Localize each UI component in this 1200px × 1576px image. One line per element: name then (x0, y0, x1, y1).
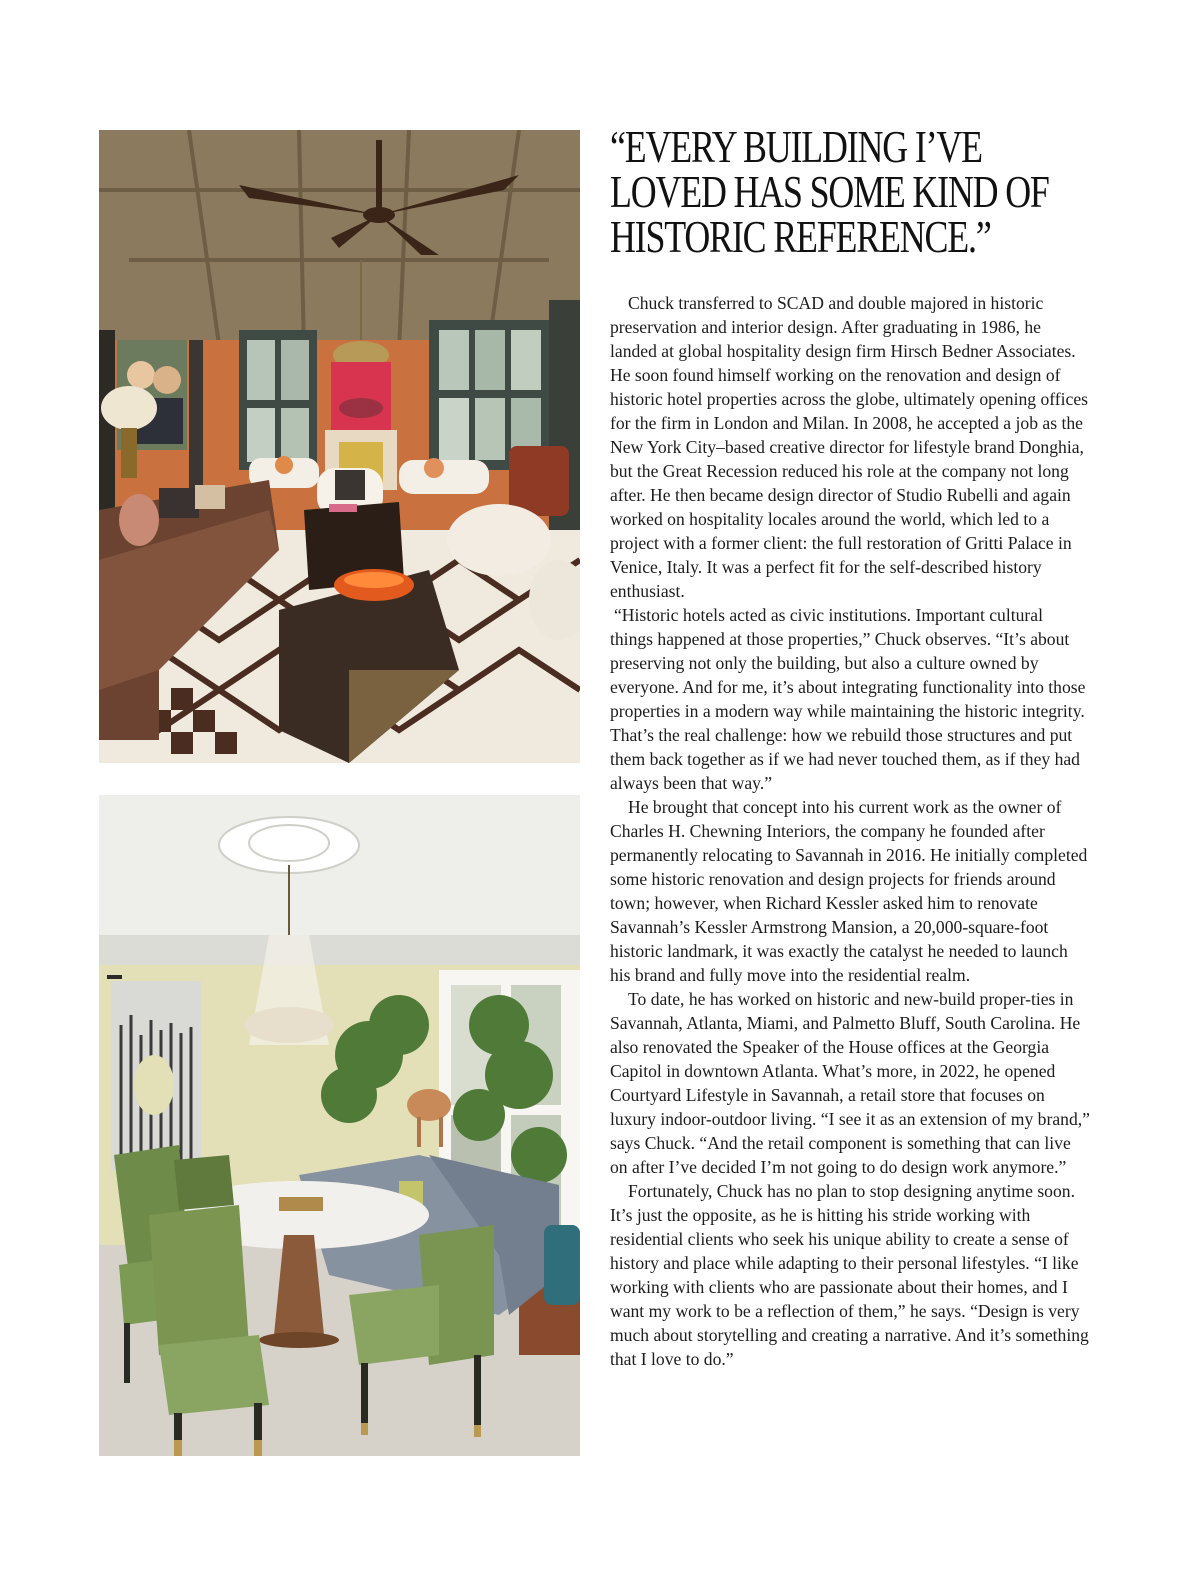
article-body (610, 291, 1090, 1371)
paragraph-historic-hotels: “Historic hotels acted as civic institutions. Important cultural things happened at those properties,” Chuck observes. “It’s about preserving not only the building, but also a culture owned by everyone. And for me, it’s about integrating functionality into those properties in a modern way while maintaining the historic integrity. That’s the real challenge: how we rebuild those structures and put them back together as if we had never touched them, as if they had always been that way.” (610, 605, 1086, 793)
paragraph-chewning-interiors: He brought that concept into his current work as the owner of Charles H. Chewning Interiors, the company he founded after permanently relocating to Savannah in 2016. He initially completed some historic renovation and design projects for friends around town; however, when Richard Kessler asked him to renovate Savannah’s Kessler Armstrong Mansion, a 20,000-square-foot historic landmark, it was exactly the catalyst he needed to launch his brand and fully move into the residential realm. (610, 797, 1088, 985)
paragraph-projects: To date, he has worked on historic and new-build proper-ties in Savannah, Atlanta, Miami, and Palmetto Bluff, South Carolina. He also renovated the Speaker of the House offices at the Georgia Capitol in downtown Atlanta. What’s more, in 2022, he opened Courtyard Lifestyle in Savannah, a retail store that focuses on luxury indoor-outdoor living. “I see it as an extension of my brand,” says Chuck. “And the retail component is something that can live on after I’ve decided I’m not going to do design work anymore.” (610, 989, 1090, 1177)
living-room-photo (99, 130, 580, 763)
dining-room-illustration (99, 795, 580, 1456)
article-column (610, 121, 1090, 1371)
dining-room-photo (99, 795, 580, 1456)
pull-quote: “EVERY BUILDING I’VE LOVED HAS SOME KIND OF HISTORIC REFERENCE.” (610, 121, 1049, 262)
paragraph-closing: Fortunately, Chuck has no plan to stop designing anytime soon. It’s just the opposite, as he is hitting his stride working with residential clients who seek his unique ability to create a sense of history and place while adapting to their personal lifestyles. “I like working with clients who are passionate about their homes, and I want my work to be a reflection of them,” he says. “Design is very much about storytelling and creating a narrative. And it’s something that I love to do.” (610, 1181, 1089, 1369)
living-room-illustration (99, 130, 580, 763)
paragraph-education: Chuck transferred to SCAD and double majored in historic preservation and interior design. After graduating in 1986, he landed at global hospitality design firm Hirsch Bedner Associates. He soon found himself working on the renovation and design of historic hotel properties across the globe, ultimately opening offices for the firm in London and Milan. In 2008, he accepted a job as the New York City–based creative director for lifestyle brand Donghia, but the Great Recession reduced his role at the company not long after. He then became design director of Studio Rubelli and again worked on hospitality locales around the world, which led to a project with a former client: the full restoration of Gritti Palace in Venice, Italy. It was a perfect fit for the self-described history enthusiast. (610, 293, 1089, 601)
